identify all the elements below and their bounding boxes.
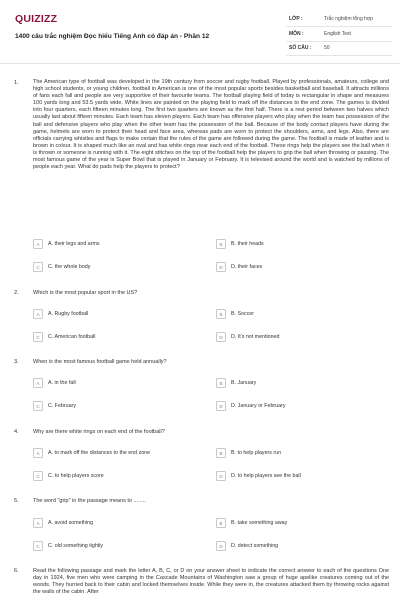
option-text: D. detect something: [231, 543, 279, 549]
option-a[interactable]: [33, 518, 198, 529]
question-text: Which is the most popular sport in the US?: [33, 290, 138, 296]
option-letter: C: [33, 262, 43, 272]
option-b[interactable]: [216, 309, 381, 320]
option-a[interactable]: [33, 378, 198, 389]
option-letter: B: [216, 518, 226, 528]
meta-label: SỐ CÂU :: [289, 45, 312, 51]
option-letter: B: [216, 378, 226, 388]
question-text: The American type of football was developed in the 19th century from soccer and rugby football. Played by professionals, amateurs, college and high school students, or young children, football in American is one of the most popular sports besides basketball and baseball. It attracts millions of fans each fall and people are very supportive of their favourite teams. The football playing field of today is rectangular in shape and measures 100 yards long and 53.5 yards wide. White lines are painted on the playing field to mark off the distances to the end zone. The games is divided into four quarters, each fifteen minutes long. The first two quarters are known as the first half. There is a rest period between two halves which usually last about fifteen minutes. Each team has eleven players. Each team has offensive players who play when the team has possession of the ball and defensive players who play when the other team has the possession of the ball. Because of the body contact players have during the game, helmets are worn to protect their head and face area, whereas pads are worn to protect the shoulders, arms, and legs. Also, there are officials carrying whistles and flags to make certain that the rules of the game are followed during the game. The football is made of leather and is brown in colour. It is shaped much like an oval and has white rings near each end of the football. These rings help the players see the ball when it is thrown or someone is running with it. The eight stitches on the top of the football help the players to grip the ball when throwing or passing. The most famous game of the year is Super Bowl that is played in January or February. It is televised around the world and is watched by millions of people each year. What do pads help the players to protect?: [33, 79, 389, 171]
meta-row-subject: [286, 28, 392, 42]
option-c[interactable]: [33, 541, 198, 552]
option-text: B. to help players run: [231, 450, 282, 456]
question-number: 6.: [14, 568, 19, 574]
option-letter: A: [33, 239, 43, 249]
option-letter: D: [216, 332, 226, 342]
option-text: C. February: [48, 403, 76, 409]
option-d[interactable]: [216, 401, 381, 412]
option-c[interactable]: [33, 471, 198, 482]
option-text: B. January: [231, 380, 257, 386]
option-a[interactable]: [33, 239, 198, 250]
question-number: 3.: [14, 359, 19, 365]
option-d[interactable]: [216, 262, 381, 273]
option-b[interactable]: [216, 448, 381, 459]
option-d[interactable]: [216, 471, 381, 482]
option-letter: C: [33, 332, 43, 342]
option-a[interactable]: [33, 448, 198, 459]
option-d[interactable]: [216, 332, 381, 343]
option-text: D. It's not mentioned: [231, 334, 280, 340]
option-letter: B: [216, 448, 226, 458]
meta-value: 50: [324, 45, 330, 51]
meta-value: Trắc nghiệm tổng hợp: [324, 16, 373, 22]
option-b[interactable]: [216, 518, 381, 529]
header-divider: [0, 63, 400, 64]
meta-label: LỚP :: [289, 16, 303, 22]
question-number: 2.: [14, 290, 19, 296]
option-letter: C: [33, 401, 43, 411]
option-text: C. American football: [48, 334, 96, 340]
option-text: B. take something away: [231, 520, 288, 526]
option-letter: C: [33, 471, 43, 481]
option-a[interactable]: [33, 309, 198, 320]
option-letter: D: [216, 401, 226, 411]
option-text: C. old something tightly: [48, 543, 104, 549]
option-letter: D: [216, 262, 226, 272]
option-d[interactable]: [216, 541, 381, 552]
option-letter: A: [33, 518, 43, 528]
option-text: A. their legs and arms: [48, 241, 100, 247]
quizizz-logo: QUIZIZZ: [15, 13, 58, 25]
question-number: 5.: [14, 498, 19, 504]
option-letter: A: [33, 378, 43, 388]
option-c[interactable]: [33, 401, 198, 412]
meta-row-count: [286, 42, 392, 56]
option-letter: C: [33, 541, 43, 551]
option-letter: B: [216, 309, 226, 319]
option-letter: A: [33, 448, 43, 458]
meta-label: MÔN :: [289, 31, 304, 37]
option-b[interactable]: [216, 378, 381, 389]
option-text: A. to mark off the distances to the end zone: [48, 450, 151, 456]
option-text: A. in the fall: [48, 380, 76, 386]
option-letter: A: [33, 309, 43, 319]
question-number: 4.: [14, 429, 19, 435]
option-text: C. to help players score: [48, 473, 104, 479]
option-text: B. Soccer: [231, 311, 254, 317]
question-text: The word "grip" in the passage means to ........: [33, 498, 146, 504]
question-number: 1.: [14, 80, 19, 86]
option-text: D. their faces: [231, 264, 263, 270]
option-text: A. avoid something: [48, 520, 94, 526]
meta-value: English Test: [324, 31, 351, 37]
option-text: D. January or February: [231, 403, 286, 409]
option-text: C. the whole body: [48, 264, 91, 270]
question-text: When is the most famous football game held annually?: [33, 359, 167, 365]
option-c[interactable]: [33, 262, 198, 273]
option-c[interactable]: [33, 332, 198, 343]
question-text: Read the following passage and mark the letter A, B, C, or D on your answer sheet to indicate the correct answer to each of the questions One day in 1924, five men who were camping in the Cascade Mountains of Washington saw a group of huge apelike creatures coming out of the woods. They hurried back to their cabin and locked themselves inside. While they were in, the creatures attacked them by throwing rocks against the walls of the cabin. After: [33, 568, 389, 596]
question-text: Why are there white rings on each end of the football?: [33, 429, 165, 435]
option-letter: B: [216, 239, 226, 249]
option-letter: D: [216, 471, 226, 481]
option-text: B. their heads: [231, 241, 264, 247]
meta-row-class: [286, 13, 392, 27]
page-header: [0, 0, 400, 63]
option-letter: D: [216, 541, 226, 551]
option-text: A. Rugby football: [48, 311, 89, 317]
option-text: D. to help players see the ball: [231, 473, 301, 479]
option-b[interactable]: [216, 239, 381, 250]
page-title: 1400 câu trắc nghiệm Đọc hiểu Tiếng Anh có đáp án - Phần 12: [15, 33, 210, 40]
